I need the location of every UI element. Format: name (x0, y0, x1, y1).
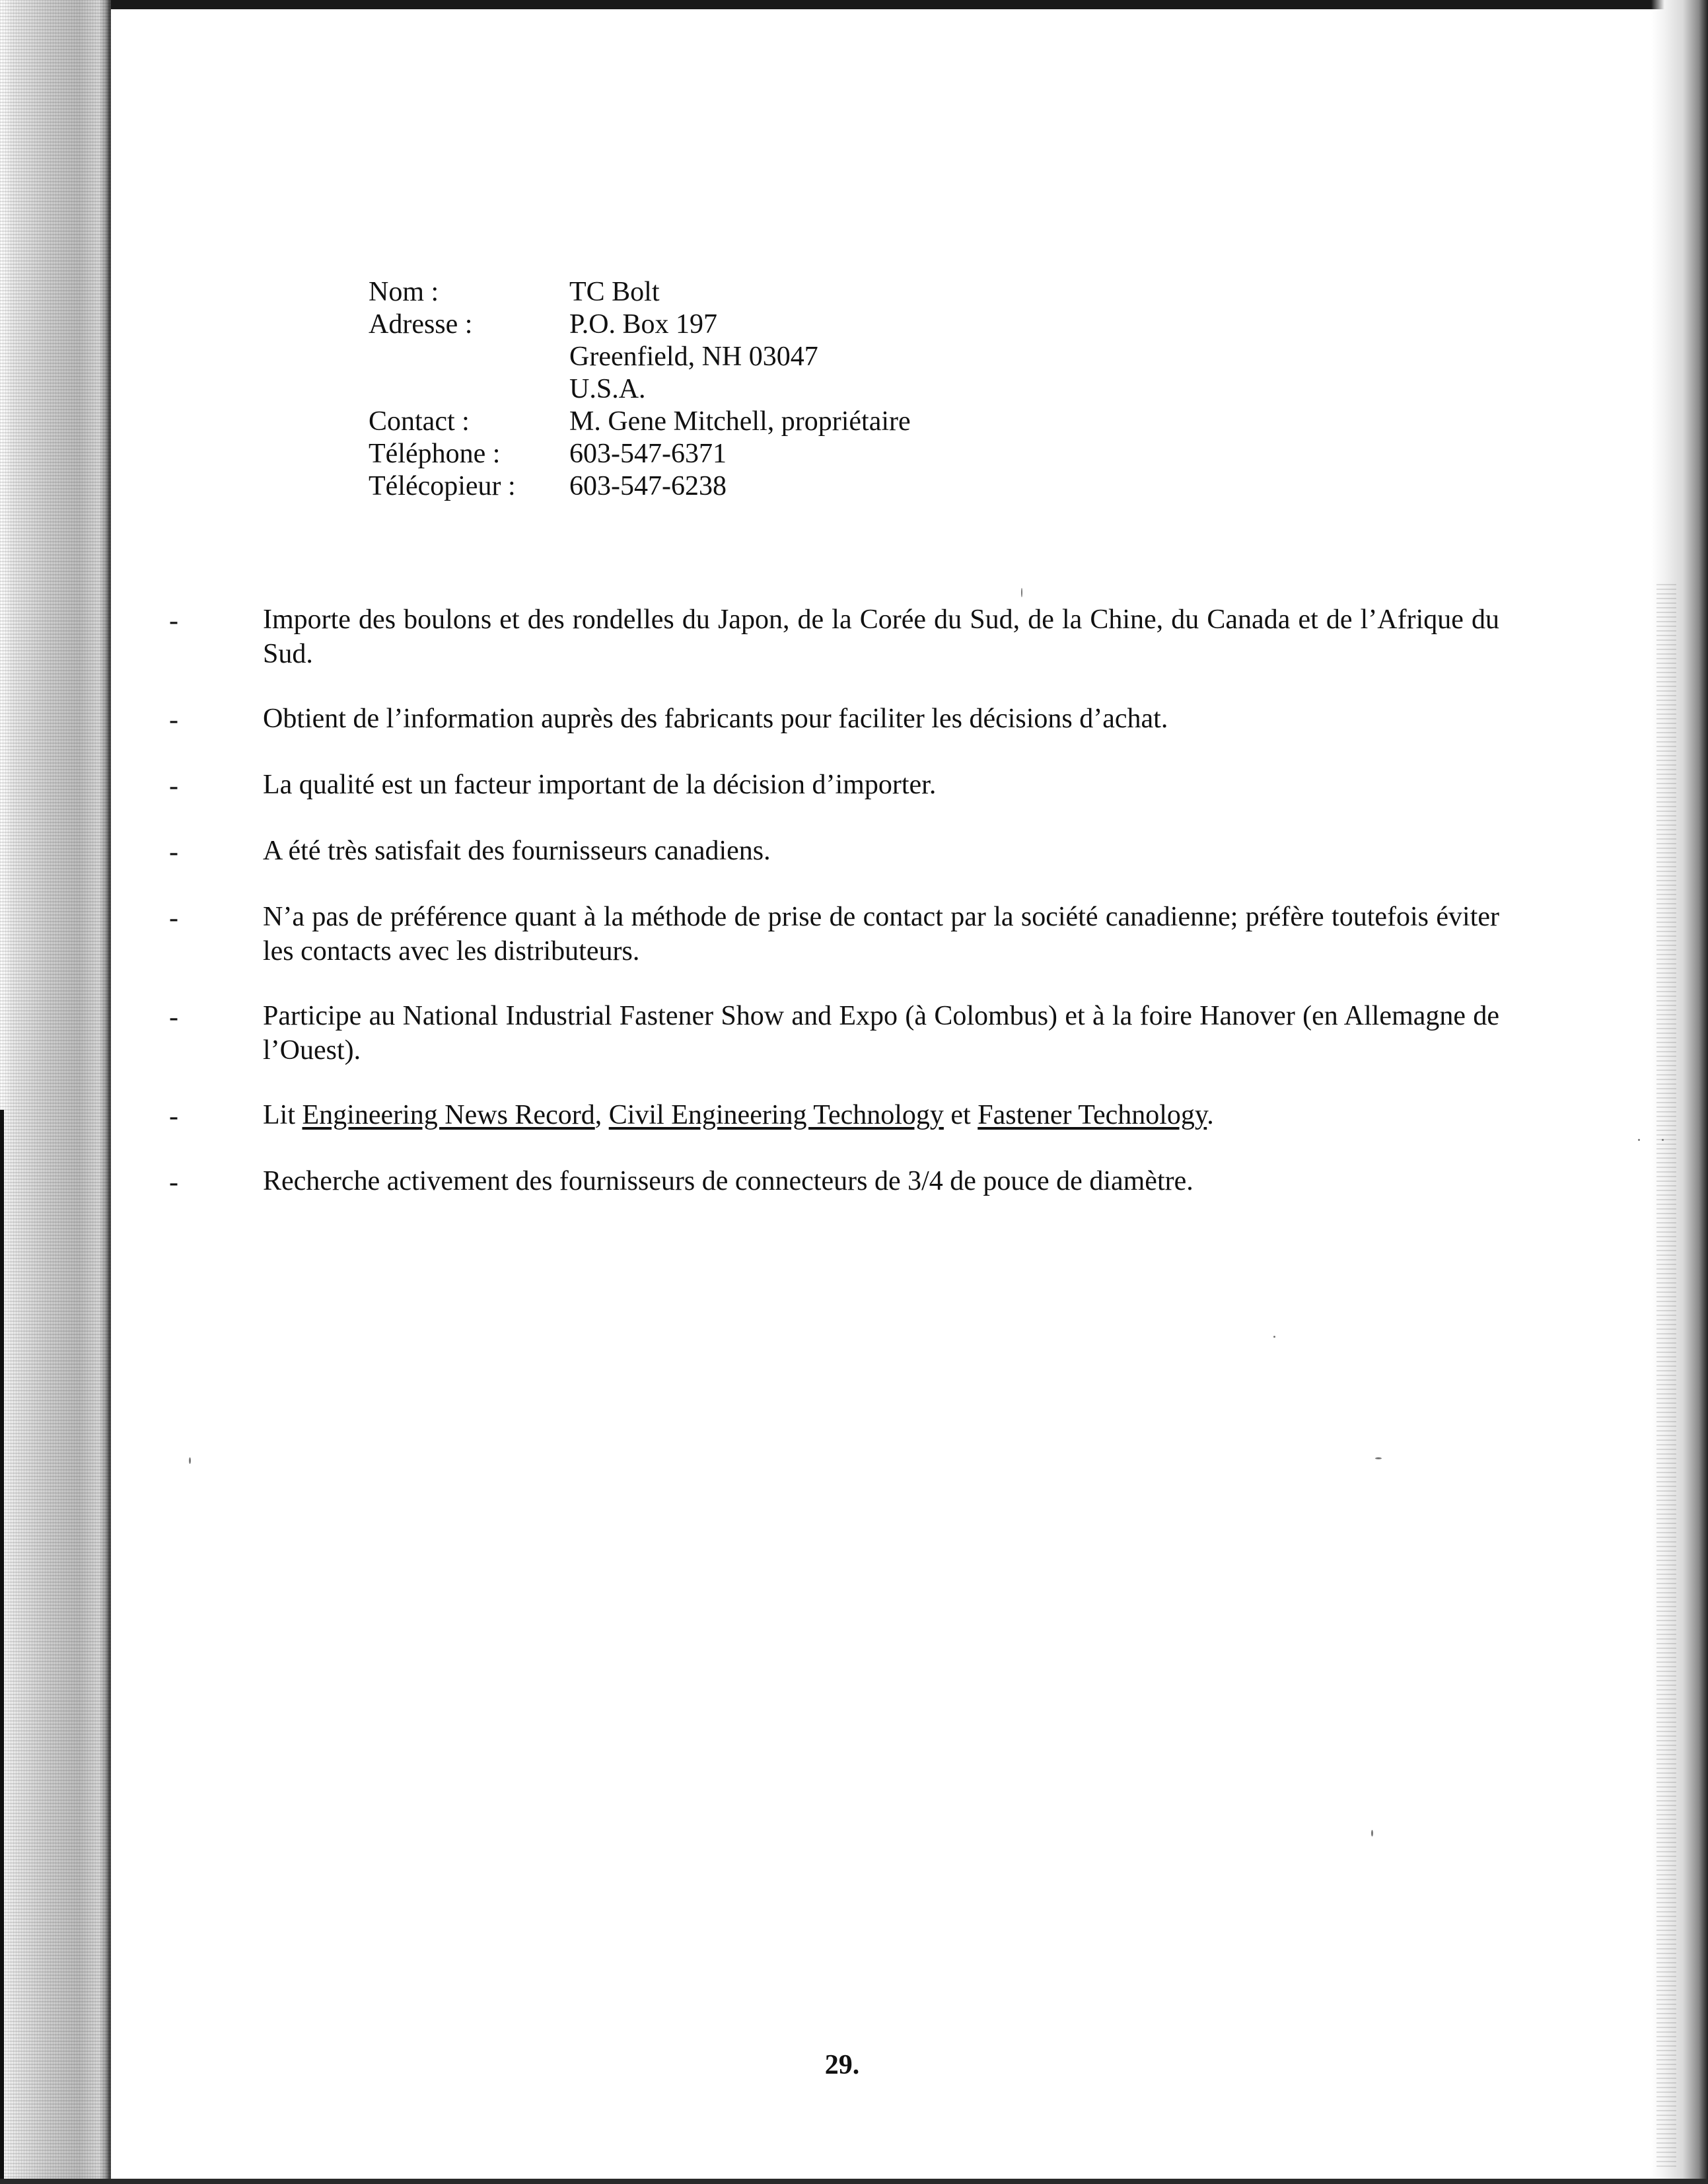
bullet-dash: - (169, 606, 178, 636)
list-item (169, 602, 1514, 671)
bullet-dash: - (169, 771, 178, 801)
scan-speck (1662, 1139, 1664, 1141)
bullet-text: Obtient de l’information auprès des fabricants pour faciliter les décisions d’achat. (263, 704, 1168, 734)
contact-row-address (369, 309, 911, 341)
scan-left-binding-strip (0, 0, 111, 2184)
contact-row-phone (369, 438, 911, 470)
list-item (169, 702, 1514, 737)
bullet-list (169, 602, 1514, 1230)
contact-row-contact (369, 406, 911, 438)
publications-suffix: . (1207, 1100, 1214, 1130)
contact-label: Contact : (369, 406, 470, 437)
bullet-dash: - (169, 1002, 178, 1033)
contact-row-address-city (369, 341, 911, 373)
contact-label (369, 341, 569, 373)
contact-label: Nom : (369, 277, 439, 307)
list-item (169, 1164, 1514, 1200)
list-item (169, 768, 1514, 803)
contact-label (369, 373, 569, 406)
contact-value: 603-547-6238 (569, 471, 727, 501)
bullet-text: Recherche activement des fournisseurs de connecteurs de 3/4 de pouce de diamètre. (263, 1166, 1193, 1196)
bullet-dash: - (169, 903, 178, 933)
publication-title: Fastener Technology (978, 1100, 1207, 1130)
contact-value: Greenfield, NH 03047 (569, 342, 818, 372)
scan-left-dark-bar (0, 1110, 4, 2184)
scan-speck (1638, 1139, 1640, 1141)
scan-speck (1273, 1336, 1275, 1338)
publications-separator: et (943, 1100, 978, 1130)
page-number: 29. (824, 2050, 860, 2080)
scan-top-edge (0, 0, 1708, 9)
contact-row-fax (369, 470, 911, 503)
bullet-dash: - (169, 705, 178, 735)
bullet-text: N’a pas de préférence quant à la méthode de prise de contact par la société canadienne; préfère toutefois éviter les contacts avec les distributeurs. (263, 902, 1499, 966)
scan-speck (189, 1457, 191, 1464)
scan-speck (1375, 1457, 1382, 1459)
publications-separator: , (594, 1100, 609, 1130)
scan-bottom-edge (0, 2179, 1708, 2184)
contact-block (369, 276, 911, 503)
bullet-text: Participe au National Industrial Fastener Show and Expo (à Colombus) et à la foire Hanover (en Allemagne de l’Ouest). (263, 1001, 1499, 1066)
publication-title: Engineering News Record (302, 1100, 595, 1130)
scan-speck (1371, 1830, 1373, 1837)
bullet-dash: - (169, 1167, 178, 1198)
list-item (169, 834, 1514, 869)
list-item (169, 999, 1514, 1068)
publication-title: Civil Engineering Technology (608, 1100, 944, 1130)
scan-right-noise (1656, 581, 1676, 2167)
contact-value: M. Gene Mitchell, propriétaire (569, 406, 911, 437)
publications-prefix: Lit (263, 1100, 302, 1130)
contact-label: Télécopieur : (369, 471, 516, 501)
contact-label: Adresse : (369, 309, 473, 340)
scan-speck (1021, 588, 1022, 597)
contact-value: 603-547-6371 (569, 439, 727, 469)
list-item (169, 1098, 1514, 1134)
bullet-dash: - (169, 837, 178, 867)
contact-value: U.S.A. (569, 374, 646, 404)
contact-value: TC Bolt (569, 277, 660, 307)
bullet-text: A été très satisfait des fournisseurs canadiens. (263, 836, 771, 866)
bullet-text: La qualité est un facteur important de la décision d’importer. (263, 770, 937, 800)
contact-row-name (369, 276, 911, 309)
bullet-text: Importe des boulons et des rondelles du Japon, de la Corée du Sud, de la Chine, du Canada et de l’Afrique du Sud. (263, 604, 1499, 669)
bullet-text-publications (263, 1098, 1499, 1134)
contact-row-address-country (369, 373, 911, 406)
contact-label: Téléphone : (369, 439, 501, 469)
scan-right-edge (1651, 0, 1708, 2184)
contact-value: P.O. Box 197 (569, 309, 718, 340)
bullet-dash: - (169, 1101, 178, 1132)
list-item (169, 900, 1514, 968)
